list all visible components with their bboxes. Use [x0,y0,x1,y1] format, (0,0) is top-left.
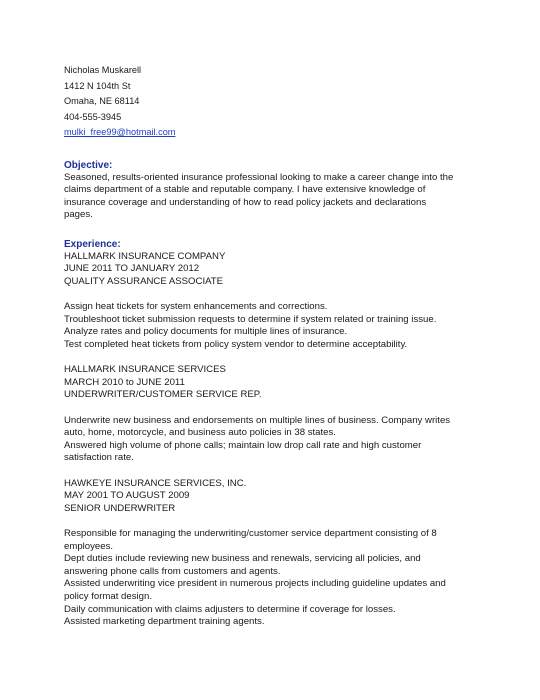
job-duties [64,301,484,351]
duty-line: Test completed heat tickets from policy system vendor to determine acceptability. [64,339,408,351]
duty-line: policy format design. [64,590,152,602]
job-dates: MAY 2001 TO AUGUST 2009 [64,490,190,502]
contact-block [64,63,484,141]
job-company: HAWKEYE INSURANCE SERVICES, INC. [64,477,247,489]
duty-line: Dept duties include reviewing new business and renewals, servicing all policies, and [64,553,421,565]
duty-line: Assisted underwriting vice president in numerous projects including guideline updates and [64,578,446,590]
duty-line: Answered high volume of phone calls; maintain low drop call rate and high customer [64,439,422,451]
duty-line: Troubleshoot ticket submission requests to determine if system related or training issue. [64,313,437,325]
objective-line: Seasoned, results-oriented insurance professional looking to make a career change into the [64,171,454,183]
duty-line: employees. [64,540,114,552]
contact-name: Nicholas Muskarell [64,65,142,75]
objective-line: pages. [64,209,93,221]
resume-content [64,63,484,629]
job-title: SENIOR UNDERWRITER [64,502,176,514]
job-company: HALLMARK INSURANCE COMPANY [64,250,226,262]
duty-line: answering phone calls from customers and agents. [64,565,281,577]
duty-line: Assign heat tickets for system enhancements and corrections. [64,301,328,313]
duty-line: Analyze rates and policy documents for multiple lines of insurance. [64,326,348,338]
objective-section [64,159,484,222]
duty-line: Assisted marketing department training agents. [64,616,265,628]
job-entry [64,478,484,629]
job-dates: MARCH 2010 to JUNE 2011 [64,376,185,388]
job-title: UNDERWRITER/CUSTOMER SERVICE REP. [64,389,262,401]
duty-line: auto, home, motorcycle, and business auto policies in 38 states. [64,427,336,439]
objective-text [64,172,484,222]
job-entry [64,251,484,352]
objective-line: insurance coverage and understanding of how to read policy jackets and declarations [64,196,427,208]
duty-line: Underwrite new business and endorsements on multiple lines of business. Company writes [64,414,451,426]
job-company: HALLMARK INSURANCE SERVICES [64,364,226,376]
duty-line: Daily communication with claims adjusters to determine if coverage for losses. [64,603,396,615]
experience-heading: Experience: [64,238,121,250]
contact-email-link[interactable]: mulki_free99@hotmail.com [64,127,176,137]
objective-heading: Objective: [64,159,113,171]
contact-city: Omaha, NE 68114 [64,96,140,106]
job-duties [64,528,484,629]
experience-section [64,238,484,629]
contact-phone: 404-555-3945 [64,111,122,122]
job-duties [64,415,484,465]
job-title: QUALITY ASSURANCE ASSOCIATE [64,276,224,288]
objective-line: claims department of a stable and reputable company. I have extensive knowledge of [64,184,426,196]
job-entry [64,364,484,465]
contact-street: 1412 N 104th St [64,80,131,91]
job-dates: JUNE 2011 TO JANUARY 2012 [64,263,200,275]
duty-line: satisfaction rate. [64,452,134,464]
duty-line: Responsible for managing the underwriting/customer service department consisting of 8 [64,527,437,539]
